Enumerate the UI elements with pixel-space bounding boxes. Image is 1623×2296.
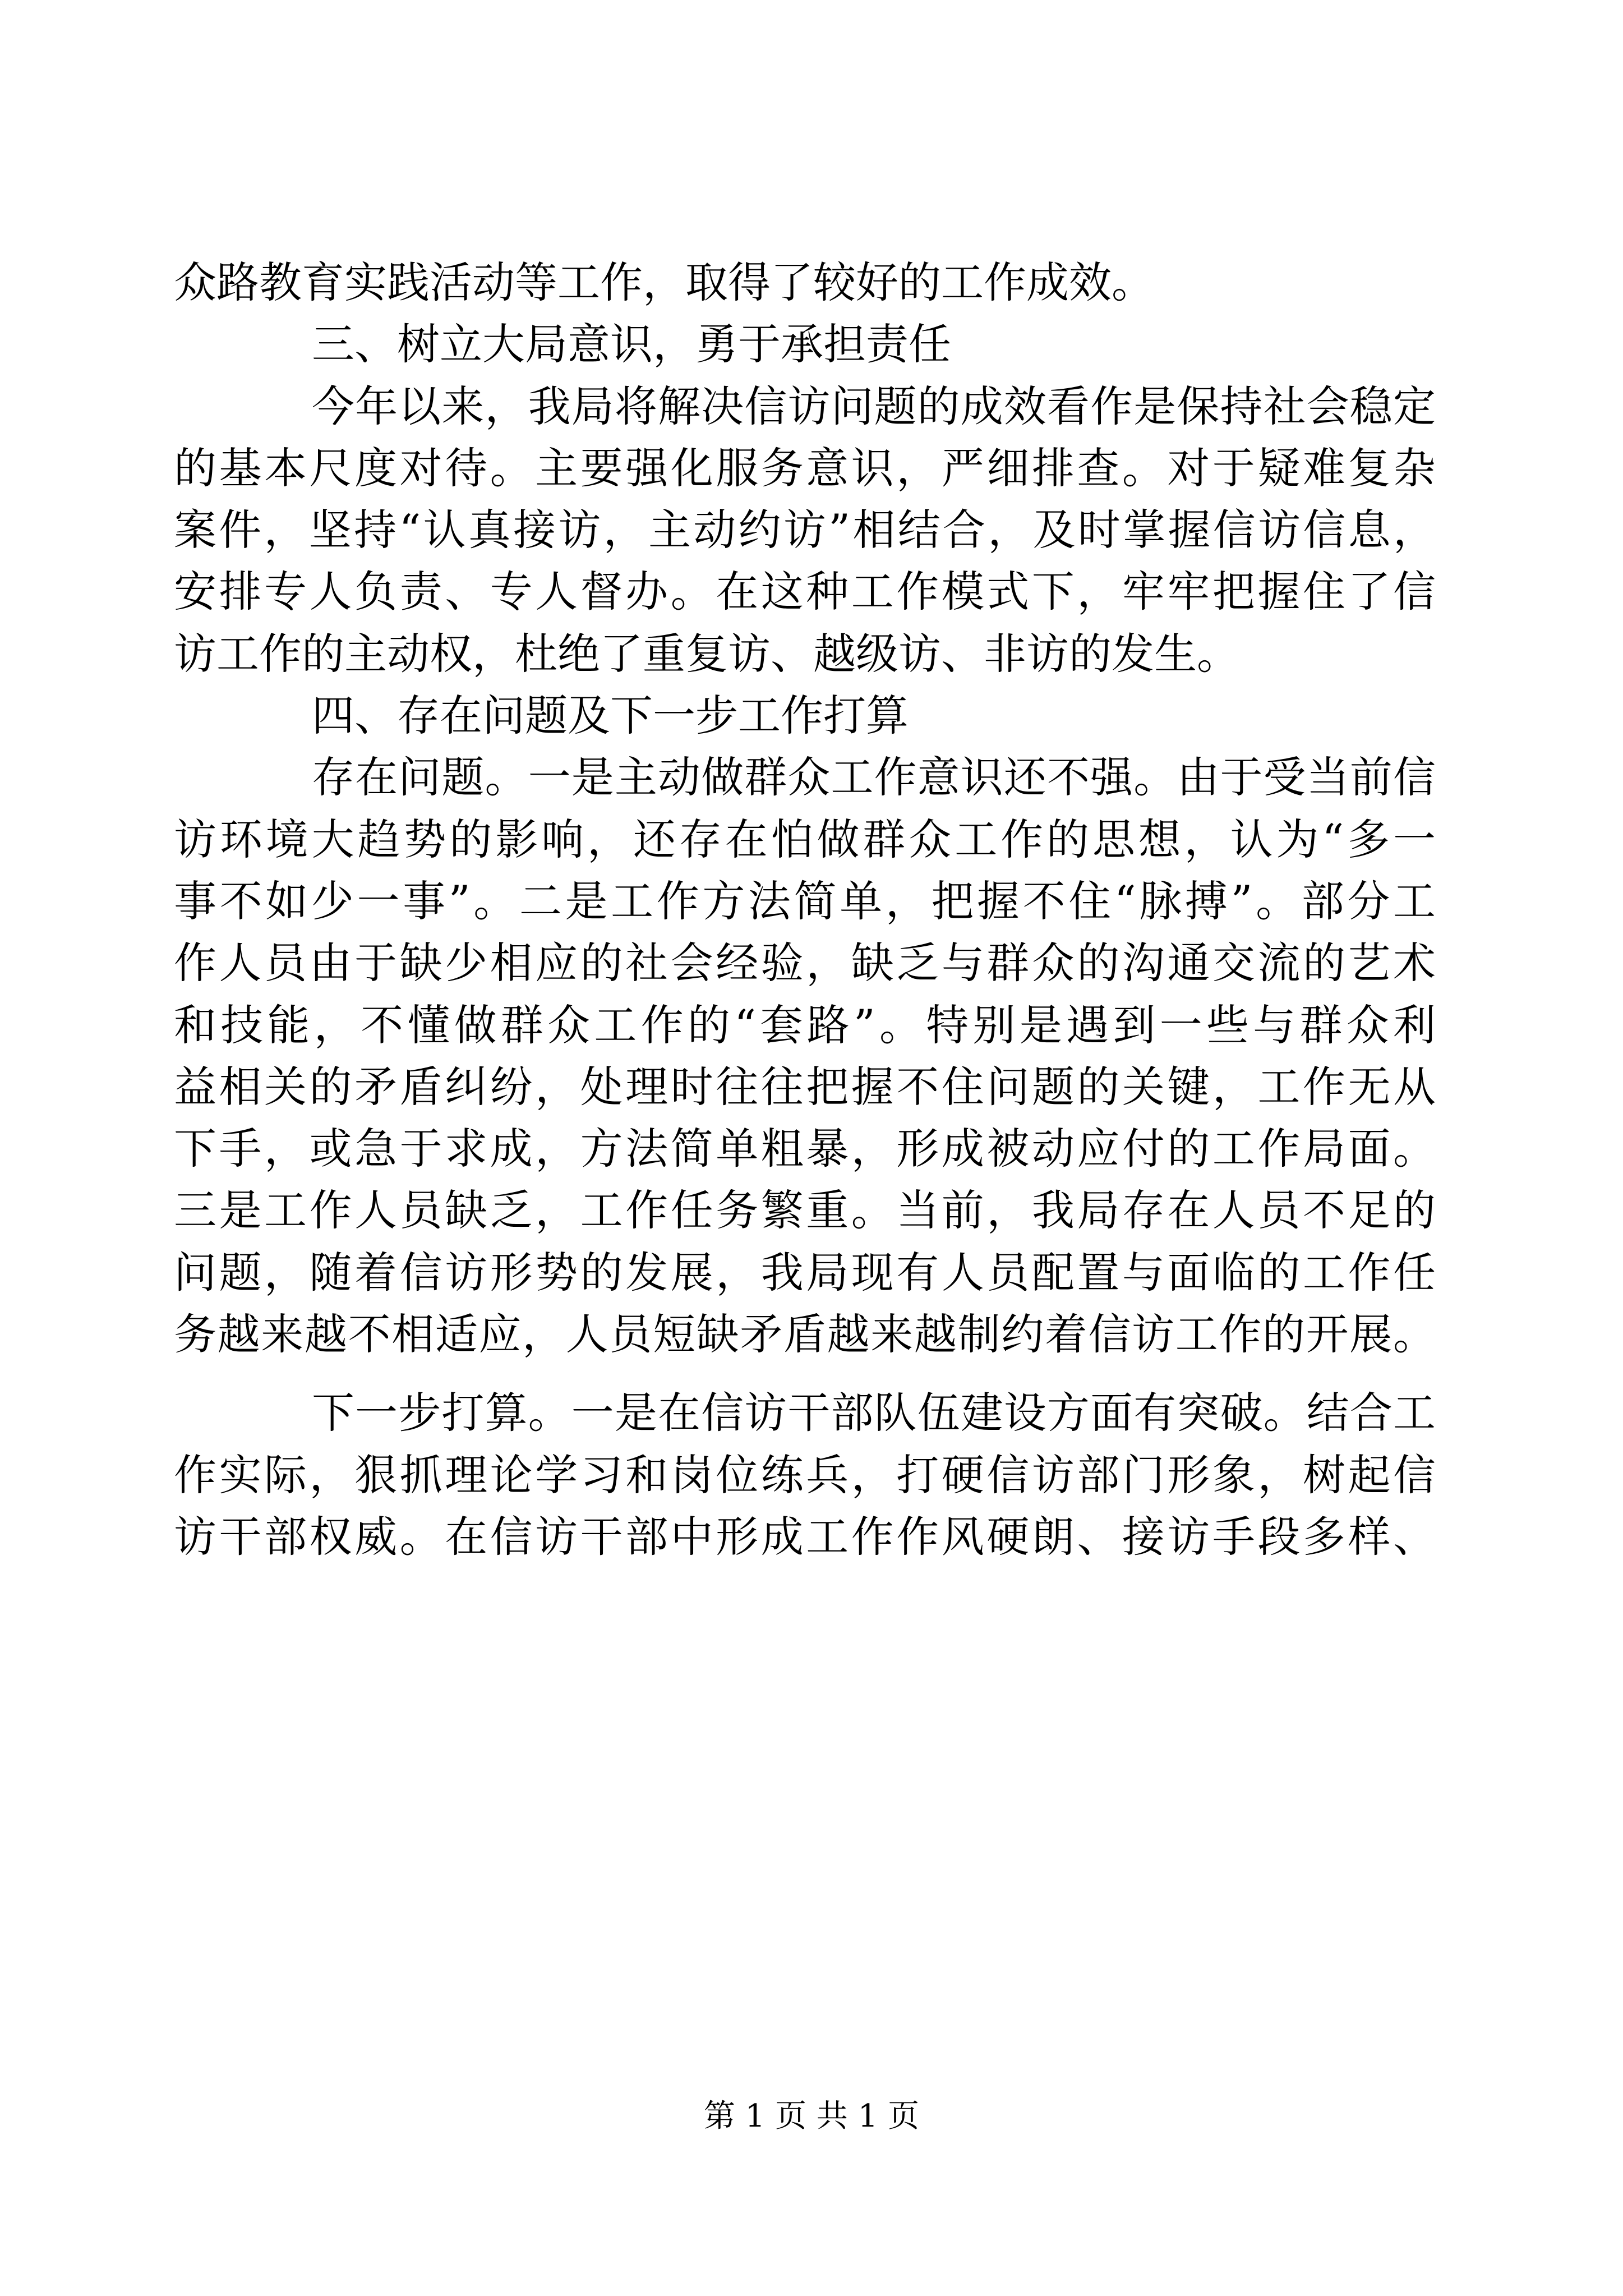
text-line: 三是工作人员缺乏，工作任务繁重。当前，我局存在人员不足的 [174, 1185, 1436, 1236]
text-line: 务越来越不相适应，人员短缺矛盾越来越制约着信访工作的开展。 [174, 1309, 1436, 1360]
text-line: 作人员由于缺少相应的社会经验，缺乏与群众的沟通交流的艺术 [174, 938, 1436, 988]
text-line: 下手，或急于求成，方法简单粗暴，形成被动应付的工作局面。 [174, 1124, 1436, 1174]
text-line: 问题，随着信访形势的发展，我局现有人员配置与面临的工作任 [174, 1247, 1436, 1297]
text-line: 访干部权威。在信访干部中形成工作作风硬朗、接访手段多样、 [174, 1511, 1436, 1562]
text-line: 作实际，狠抓理论学习和岗位练兵，打硬信访部门形象，树起信 [174, 1450, 1436, 1500]
document-body [174, 252, 1436, 1568]
text-line: 访环境大趋势的影响，还存在怕做群众工作的思想，认为“多一 [174, 814, 1436, 864]
text-line: 事不如少一事”。二是工作方法简单，把握不住“脉搏”。部分工 [174, 876, 1436, 926]
text-line: 今年以来，我局将解决信访问题的成效看作是保持社会稳定 [312, 381, 1436, 431]
section-heading: 三、树立大局意识，勇于承担责任 [312, 319, 951, 370]
text-line: 益相关的矛盾纠纷，处理时往往把握不住问题的关键，工作无从 [174, 1061, 1436, 1112]
text-line: 的基本尺度对待。主要强化服务意识，严细排查。对于疑难复杂 [174, 443, 1436, 493]
text-line: 访工作的主动权，杜绝了重复访、越级访、非访的发生。 [174, 628, 1239, 679]
text-line: 安排专人负责、专人督办。在这种工作模式下，牢牢把握住了信 [174, 567, 1436, 617]
text-line: 和技能，不懂做群众工作的“套路”。特别是遇到一些与群众利 [174, 1000, 1436, 1050]
text-line: 众路教育实践活动等工作，取得了较好的工作成效。 [174, 257, 1154, 307]
text-line: 存在问题。一是主动做群众工作意识还不强。由于受当前信 [312, 752, 1436, 803]
page-number-footer: 第 1 页 共 1 页 [703, 2098, 920, 2134]
section-heading: 四、存在问题及下一步工作打算 [312, 691, 909, 741]
text-line: 案件，坚持“认真接访，主动约访”相结合，及时掌握信访信息， [174, 505, 1436, 555]
text-line: 下一步打算。一是在信访干部队伍建设方面有突破。结合工 [312, 1388, 1436, 1438]
